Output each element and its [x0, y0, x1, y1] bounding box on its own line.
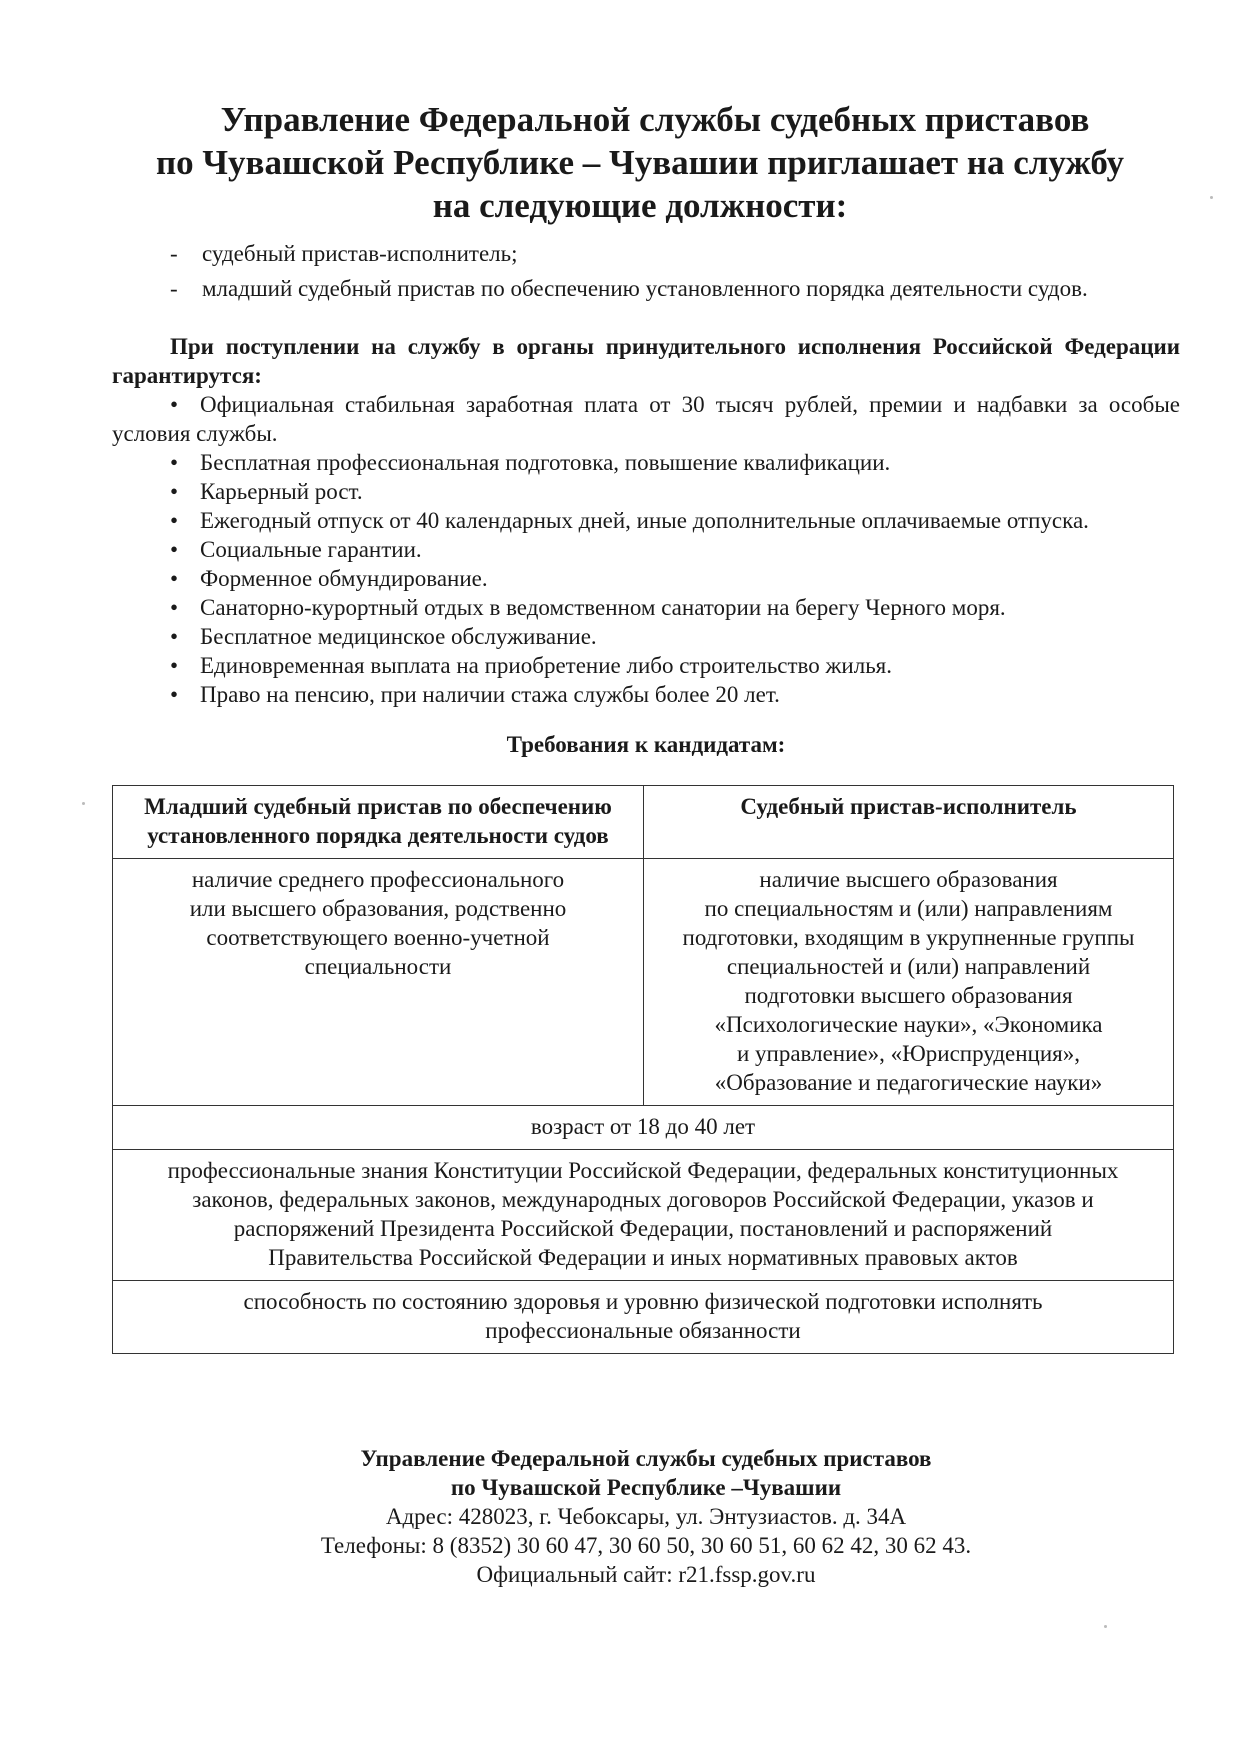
- benefit-text: Форменное обмундирование.: [200, 566, 488, 591]
- list-item: [112, 622, 1180, 651]
- footer-website[interactable]: Официальный сайт: r21.fssp.gov.ru: [476, 1562, 816, 1587]
- table-row: [113, 859, 1174, 1106]
- list-item: [112, 651, 1180, 680]
- benefit-text: Право на пенсию, при наличии стажа службы более 20 лет.: [200, 682, 780, 707]
- cell-text: наличие среднего профессионального: [191, 867, 565, 892]
- title-line-3: на следующие должности:: [432, 186, 848, 225]
- cell-text: по специальностям и (или) направлениям: [704, 896, 1113, 921]
- cell-text: возраст от 18 до 40 лет: [530, 1114, 756, 1139]
- health-cell: [113, 1281, 1174, 1354]
- cell-text: и управление», «Юриспруденция»,: [736, 1041, 1081, 1066]
- cell-text: наличие высшего образования: [759, 867, 1058, 892]
- bullet-marker: •: [170, 450, 179, 475]
- list-item: [112, 390, 1180, 448]
- position-text: младший судебный пристав по обеспечению установленного порядка деятельности судов.: [202, 276, 1088, 301]
- cell-text: распоряжений Президента Российской Федерации, постановлений и распоряжений: [233, 1216, 1053, 1241]
- footer-contacts: [112, 1444, 1180, 1589]
- benefit-text: Санаторно-курортный отдых в ведомственном санатории на берегу Черного моря.: [200, 595, 1006, 620]
- bullet-marker: •: [170, 624, 179, 649]
- footer-org-line-2: по Чувашской Республике –Чувашии: [450, 1475, 842, 1500]
- position-text: судебный пристав-исполнитель;: [202, 241, 518, 266]
- page-title: [110, 98, 1170, 227]
- positions-list: [170, 236, 1190, 306]
- list-item: [112, 506, 1180, 535]
- footer-address: Адрес: 428023, г. Чебоксары, ул. Энтузиастов. д. 34А: [385, 1504, 907, 1529]
- list-item: [112, 564, 1180, 593]
- table-row: [113, 786, 1174, 859]
- list-item: [112, 680, 1180, 709]
- header-text: Судебный пристав-исполнитель: [740, 794, 1077, 819]
- footer-phones: Телефоны: 8 (8352) 30 60 47, 30 60 50, 30 60 51, 60 62 42, 30 62 43.: [320, 1533, 972, 1558]
- header-bailiff-executor: [644, 786, 1174, 859]
- bullet-marker: •: [170, 566, 179, 591]
- cell-text: или высшего образования, родственно: [189, 896, 567, 921]
- knowledge-cell: [113, 1150, 1174, 1281]
- cell-text: соответствующего военно-учетной: [206, 925, 550, 950]
- cell-text: специальностей и (или) направлений: [726, 954, 1091, 979]
- bullet-marker: •: [170, 653, 179, 678]
- scan-speck: [1210, 196, 1213, 199]
- bullet-marker: •: [170, 682, 179, 707]
- scan-speck: [1104, 1625, 1107, 1628]
- footer-org-line-1: Управление Федеральной службы судебных приставов: [360, 1446, 932, 1471]
- bullet-marker: •: [170, 537, 179, 562]
- benefit-text: Социальные гарантии.: [200, 537, 422, 562]
- title-line-1: Управление Федеральной службы судебных приставов: [220, 100, 1090, 139]
- cell-text: «Образование и педагогические науки»: [714, 1070, 1103, 1095]
- list-item: [112, 535, 1180, 564]
- cell-text: «Психологические науки», «Экономика: [714, 1012, 1103, 1037]
- requirements-table: [112, 785, 1174, 1354]
- benefit-text: Бесплатная профессиональная подготовка, повышение квалификации.: [200, 450, 891, 475]
- table-row: [113, 1281, 1174, 1354]
- benefit-text: Официальная стабильная заработная плата от 30 тысяч рублей, премии и надбавки за особые условия службы.: [112, 392, 1180, 446]
- education-junior-cell: [113, 859, 644, 1106]
- table-row: [113, 1106, 1174, 1150]
- dash-marker: -: [170, 241, 178, 266]
- cell-text: способность по состоянию здоровья и уровню физической подготовки исполнять: [243, 1289, 1043, 1314]
- benefit-text: Ежегодный отпуск от 40 календарных дней, иные дополнительные оплачиваемые отпуска.: [200, 508, 1089, 533]
- header-text: Младший судебный пристав по обеспечению: [144, 794, 612, 819]
- cell-text: подготовки, входящим в укрупненные группы: [682, 925, 1135, 950]
- list-item: [112, 477, 1180, 506]
- header-junior-bailiff: [113, 786, 644, 859]
- header-text: установленного порядка деятельности судов: [147, 823, 609, 848]
- list-item: [112, 593, 1180, 622]
- cell-text: профессиональные обязанности: [485, 1318, 801, 1343]
- bullet-marker: •: [170, 595, 179, 620]
- cell-text: подготовки высшего образования: [744, 983, 1073, 1008]
- cell-text: Правительства Российской Федерации и иных нормативных правовых актов: [268, 1245, 1018, 1270]
- benefit-text: Единовременная выплата на приобретение либо строительство жилья.: [200, 653, 893, 678]
- bullet-marker: •: [170, 508, 179, 533]
- benefits-list: [112, 390, 1180, 709]
- table-row: [113, 1150, 1174, 1281]
- guarantees-intro: При поступлении на службу в органы принудительного исполнения Российской Федерации гарантирутся:: [112, 334, 1180, 388]
- bullet-marker: •: [170, 392, 179, 417]
- benefit-text: Бесплатное медицинское обслуживание.: [200, 624, 597, 649]
- list-item: [170, 271, 1190, 306]
- list-item: [112, 448, 1180, 477]
- cell-text: специальности: [304, 954, 452, 979]
- requirements-title: Требования к кандидатам:: [506, 732, 786, 757]
- dash-marker: -: [170, 276, 178, 301]
- age-cell: [113, 1106, 1174, 1150]
- title-line-2: по Чувашской Республике – Чувашии приглашает на службу: [155, 143, 1125, 182]
- education-executor-cell: [644, 859, 1174, 1106]
- bullet-marker: •: [170, 479, 179, 504]
- scan-speck: [82, 802, 85, 805]
- cell-text: профессиональные знания Конституции Российской Федерации, федеральных конституционных: [167, 1158, 1119, 1183]
- benefit-text: Карьерный рост.: [200, 479, 363, 504]
- list-item: [170, 236, 1190, 271]
- cell-text: законов, федеральных законов, международных договоров Российской Федерации, указов и: [192, 1187, 1094, 1212]
